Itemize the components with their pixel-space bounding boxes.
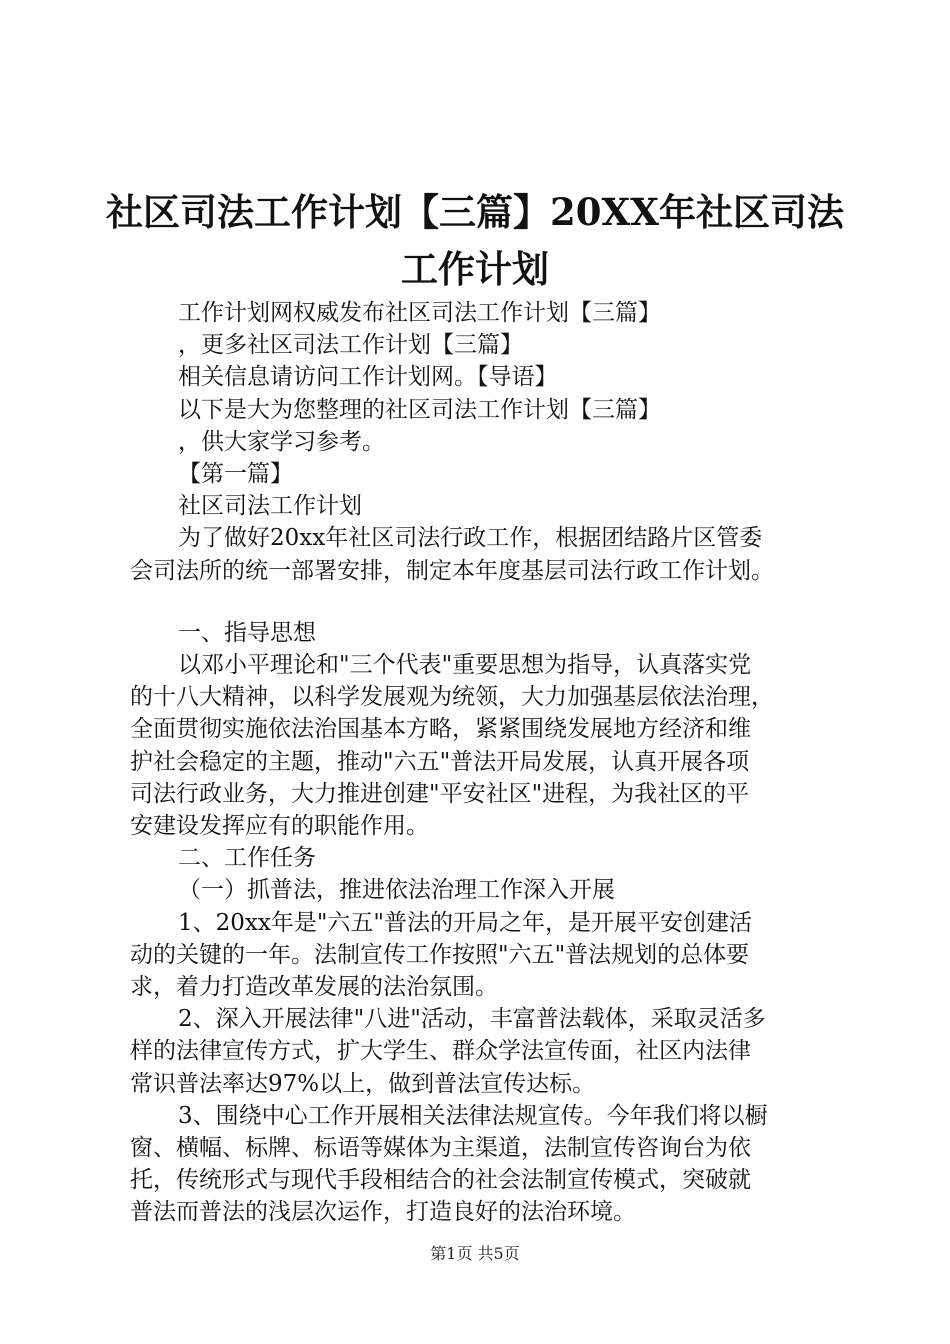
paragraph-line: 为了做好20xx年社区司法行政工作，根据团结路片区管委 bbox=[178, 525, 763, 552]
list-item-line: 窗、横幅、标牌、标语等媒体为主渠道，法制宣传咨询台为依 bbox=[130, 1135, 751, 1162]
intro-line: 相关信息请访问工作计划网。【导语】 bbox=[178, 364, 558, 391]
list-item-line: 2、深入开展法律"八进"活动，丰富普法载体，采取灵活多 bbox=[178, 1006, 766, 1033]
paragraph-line: 的十八大精神，以科学发展观为统领，大力加强基层依法治理， bbox=[130, 684, 774, 711]
paragraph-line: 司法行政业务，大力推进创建"平安社区"进程，为我社区的平 bbox=[130, 780, 750, 807]
intro-line: 以下是大为您整理的社区司法工作计划【三篇】 bbox=[178, 396, 661, 423]
list-item-line: 样的法律宣传方式，扩大学生、群众学法宣传面，社区内法律 bbox=[130, 1038, 751, 1065]
list-item-line: 3、围绕中心工作开展相关法律法规宣传。今年我们将以橱 bbox=[178, 1102, 768, 1129]
document-title bbox=[60, 184, 890, 298]
heading-work-tasks: 二、工作任务 bbox=[178, 845, 316, 872]
paragraph-line: 安建设发挥应有的职能作用。 bbox=[130, 813, 429, 840]
list-item-line: 普法而普法的浅层次运作，打造良好的法治环境。 bbox=[130, 1199, 636, 1226]
intro-line: ，更多社区司法工作计划【三篇】 bbox=[178, 332, 523, 359]
subheading-legal-education: （一）抓普法，推进依法治理工作深入开展 bbox=[178, 877, 615, 904]
list-item-line: 求，着力打造改革发展的法治氛围。 bbox=[130, 974, 498, 1001]
page-number: 第1页 共5页 bbox=[430, 1244, 520, 1263]
page-footer bbox=[0, 1243, 950, 1265]
list-item-line: 托，传统形式与现代手段相结合的社会法制宣传模式，突破就 bbox=[130, 1167, 751, 1194]
paragraph-line: 全面贯彻实施依法治国基本方略，紧紧围绕发展地方经济和维 bbox=[130, 716, 751, 743]
section-label-first: 【第一篇】 bbox=[178, 461, 293, 488]
heading-guiding-ideology: 一、指导思想 bbox=[178, 619, 316, 646]
list-item-line: 1、20xx年是"六五"普法的开局之年，是开展平安创建活 bbox=[178, 909, 753, 936]
list-item-line: 常识普法率达97%以上，做到普法宣传达标。 bbox=[130, 1070, 596, 1097]
paragraph-line: 会司法所的统一部署安排，制定本年度基层司法行政工作计划。 bbox=[130, 557, 774, 584]
intro-line: ，供大家学习参考。 bbox=[178, 428, 385, 455]
list-item-line: 动的关键的一年。法制宣传工作按照"六五"普法规划的总体要 bbox=[130, 941, 750, 968]
subtitle: 社区司法工作计划 bbox=[178, 493, 362, 520]
paragraph-line: 护社会稳定的主题，推动"六五"普法开局发展，认真开展各项 bbox=[130, 748, 750, 775]
intro-line: 工作计划网权威发布社区司法工作计划【三篇】 bbox=[178, 300, 661, 326]
document-body bbox=[130, 297, 830, 1229]
paragraph-line: 以邓小平理论和"三个代表"重要思想为指导，认真落实党 bbox=[178, 652, 752, 679]
title-line-2: 工作计划 bbox=[401, 247, 549, 291]
title-line-1: 社区司法工作计划【三篇】20XX年社区司法 bbox=[106, 190, 844, 234]
